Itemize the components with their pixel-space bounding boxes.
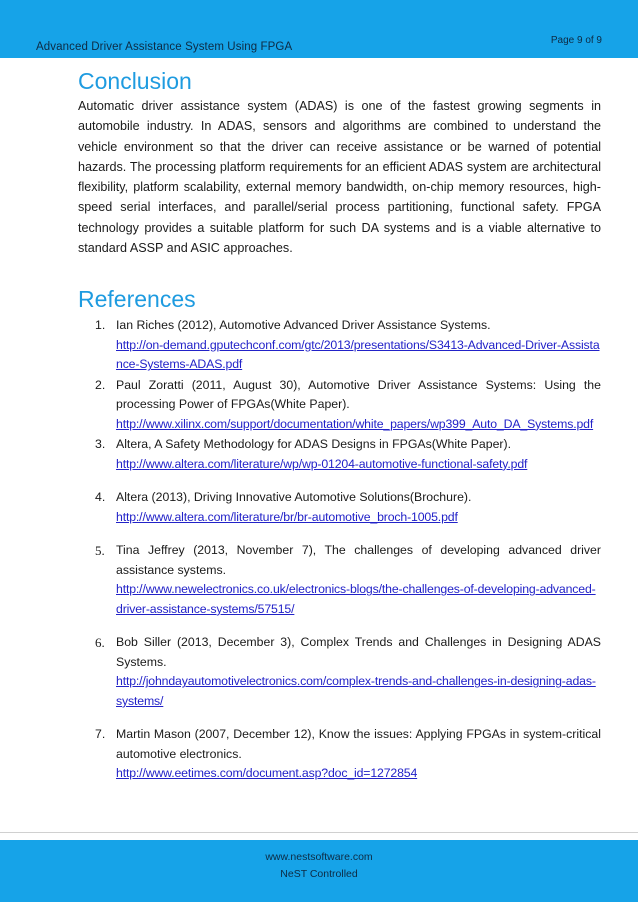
reference-item bbox=[78, 435, 601, 474]
reference-number: 7. bbox=[95, 727, 106, 742]
conclusion-heading: Conclusion bbox=[78, 68, 192, 94]
references-list bbox=[78, 316, 601, 784]
reference-number: 4. bbox=[95, 490, 106, 505]
reference-text: Altera (2013), Driving Innovative Automotive Solutions(Brochure). bbox=[116, 490, 472, 505]
reference-item bbox=[78, 488, 601, 527]
reference-number: 2. bbox=[95, 377, 106, 392]
reference-text: Tina Jeffrey (2013, November 7), The challenges of developing advanced driver assistance systems. bbox=[116, 543, 601, 577]
page-content bbox=[78, 66, 601, 784]
reference-link[interactable]: http://www.altera.com/literature/wp/wp-01204-automotive-functional-safety.pdf bbox=[116, 456, 528, 471]
footer-website: www.nestsoftware.com bbox=[265, 851, 373, 863]
page-footer bbox=[0, 840, 638, 902]
reference-link[interactable]: http://www.eetimes.com/document.asp?doc_id=1272854 bbox=[116, 766, 418, 781]
reference-text: Martin Mason (2007, December 12), Know the issues: Applying FPGAs in system-critical automotive electronics. bbox=[116, 727, 601, 761]
reference-item bbox=[78, 541, 601, 619]
reference-number: 6. bbox=[95, 635, 105, 651]
reference-link[interactable]: http://on-demand.gputechconf.com/gtc/2013/presentations/S3413-Advanced-Driver-Assistance-Systems-ADAS.pdf bbox=[116, 337, 600, 372]
reference-number: 3. bbox=[95, 437, 106, 452]
reference-item bbox=[78, 376, 601, 435]
reference-link[interactable]: http://johndayautomotivelectronics.com/complex-trends-and-challenges-in-designing-adas-systems/ bbox=[116, 674, 596, 708]
reference-text: Bob Siller (2013, December 3), Complex Trends and Challenges in Designing ADAS Systems. bbox=[116, 635, 601, 669]
document-title: Advanced Driver Assistance System Using FPGA bbox=[36, 41, 293, 53]
reference-item bbox=[78, 316, 601, 375]
reference-number: 5. bbox=[95, 543, 105, 559]
footer-divider bbox=[0, 832, 638, 833]
reference-number: 1. bbox=[95, 318, 106, 333]
reference-link[interactable]: http://www.newelectronics.co.uk/electronics-blogs/the-challenges-of-developing-advanced-driver-assistance-systems/57515/ bbox=[116, 582, 596, 616]
references-heading: References bbox=[78, 286, 196, 313]
reference-text: Paul Zoratti (2011, August 30), Automotive Driver Assistance Systems: Using the processing Power of FPGAs(White Paper). bbox=[116, 377, 601, 412]
reference-link[interactable]: http://www.xilinx.com/support/documentation/white_papers/wp399_Auto_DA_Systems.pdf bbox=[116, 416, 594, 431]
page-header bbox=[0, 0, 638, 58]
reference-text: Altera, A Safety Methodology for ADAS Designs in FPGAs(White Paper). bbox=[116, 437, 512, 452]
reference-item bbox=[78, 725, 601, 784]
page-number: Page 9 of 9 bbox=[550, 35, 602, 46]
reference-link[interactable]: http://www.altera.com/literature/br/br-automotive_broch-1005.pdf bbox=[116, 509, 458, 524]
reference-item bbox=[78, 633, 601, 711]
conclusion-paragraph: Automatic driver assistance system (ADAS) is one of the fastest growing segments in automobile industry. In ADAS, sensors and algorithms are combined to understand the vehicle environment so that the driver can receive assistance or be warned of potential hazards. The processing platform requirements for an efficient ADAS system are architectural flexibility, platform scalability, external memory bandwidth, on-chip memory resources, high-speed serial interfaces, and parallel/serial process partitioning, functional safety. FPGA technology provides a suitable platform for such DA systems and is a viable alternative to standard ASSP and ASIC approaches. bbox=[78, 99, 601, 256]
reference-text: Ian Riches (2012), Automotive Advanced Driver Assistance Systems. bbox=[116, 318, 491, 333]
footer-controlled-label: NeST Controlled bbox=[280, 868, 358, 880]
